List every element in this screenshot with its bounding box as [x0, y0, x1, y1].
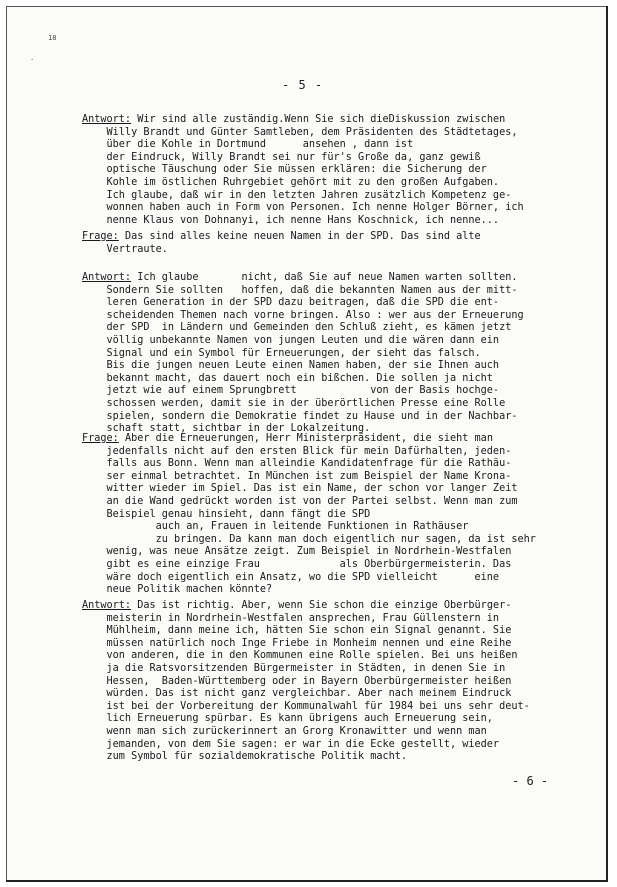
text-line	[82, 446, 552, 459]
line-text: würden. Das ist nicht ganz vergleichbar. Aber nach meinem Eindruck	[82, 688, 512, 700]
text-line	[82, 483, 552, 496]
text-line	[82, 726, 552, 739]
text-line	[82, 202, 552, 215]
line-text: optische Täuschung oder Sie müssen erklären: die Sicherung der	[82, 164, 487, 176]
line-text: Mühlheim, dann meine ich, hätten Sie schon ein Signal genannt. Sie	[82, 625, 512, 637]
text-line	[82, 688, 552, 701]
question-block	[82, 231, 552, 256]
line-text: der Eindruck, Willy Brandt sei nur für's Große da, ganz gewiß	[82, 151, 481, 163]
text-line	[82, 663, 552, 676]
line-text: völlig unbekannte Namen von jungen Leuten und die wären dann ein	[82, 334, 500, 346]
answer-block	[82, 114, 552, 227]
text-line	[82, 676, 552, 689]
line-text: wonnen haben auch in Form von Personen. Ich nenne Holger Börner, ich	[82, 202, 524, 214]
speaker-label: Antwort:	[82, 272, 132, 283]
line-text: jemanden, von dem Sie sagen: er war in die Ecke gestellt, wieder	[82, 738, 500, 750]
answer-block	[82, 600, 552, 764]
text-line	[82, 114, 552, 127]
line-text: schaft statt, sichtbar in der Lokalzeitung.	[82, 423, 371, 435]
line-text: Vertraute.	[82, 243, 168, 255]
speaker-label: Antwort:	[82, 114, 132, 125]
text-line	[82, 285, 552, 298]
text-line	[82, 433, 552, 446]
text-line	[82, 272, 552, 285]
text-line	[82, 373, 552, 386]
line-text: wenn man sich zurückerinnert an Grorg Kronawitter und wenn man	[82, 725, 487, 737]
scan-speck: ·	[30, 56, 35, 64]
line-text: Hessen, Baden-Württemberg oder in Bayern Oberbürgermeister heißen	[82, 675, 512, 687]
line-text: ser einmal betrachtet. In München ist zum Beispiel der Name Krona-	[82, 470, 512, 482]
text-line	[82, 190, 552, 203]
text-line	[82, 411, 552, 424]
text-line	[82, 231, 552, 244]
text-line	[82, 650, 552, 663]
line-text: wenig, was neue Ansätze zeigt. Zum Beispiel in Nordrhein-Westfalen	[82, 546, 512, 558]
line-text: witter wieder im Spiel. Das ist ein Name, der schon vor langer Zeit	[82, 483, 518, 495]
text-line	[82, 471, 552, 484]
text-line	[82, 360, 552, 373]
line-text: jetzt wie auf einem Sprungbrett von der Basis hochge-	[82, 385, 500, 397]
line-text: spielen, sondern die Demokratie findet zu Hause und in der Nachbar-	[82, 410, 518, 422]
line-text: ja die Ratsvorsitzenden Bürgermeister in Städten, in denen Sie in	[82, 662, 506, 674]
line-text: über die Kohle in Dortmund ansehen , dann ist	[82, 139, 414, 151]
text-line	[82, 164, 552, 177]
line-text: falls aus Bonn. Wenn man alleindie Kandidatenfrage für die Rathäu-	[82, 458, 512, 470]
document-page	[6, 6, 608, 882]
line-text: nenne Klaus von Dohnanyi, ich nenne Hans Koschnick, ich nenne...	[82, 214, 500, 226]
text-line	[82, 335, 552, 348]
line-text: Aber die Erneuerungen, Herr Ministerpräsident, die sieht man	[118, 433, 493, 444]
line-text: zu bringen. Da kann man doch eigentlich nur sagen, da ist sehr	[82, 533, 536, 545]
line-text: Sondern Sie sollten hoffen, daß die bekannten Namen aus der mitt-	[82, 284, 518, 296]
text-line	[82, 509, 552, 522]
corner-mark: 18	[48, 34, 57, 42]
line-text: lich Erneuerung spürbar. Es kann übrigens auch Erneuerung sein,	[82, 713, 493, 725]
next-page-marker: - 6 -	[512, 774, 549, 788]
text-line	[82, 310, 552, 323]
line-text: Signal und ein Symbol für Erneuerungen, der sieht das falsch.	[82, 347, 481, 359]
line-text: von anderen, die in den Kommunen eine Rolle spielen. Bei uns heißen	[82, 650, 518, 662]
line-text: Ich glaube nicht, daß Sie auf neue Namen warten sollten.	[131, 272, 518, 283]
text-line	[82, 127, 552, 140]
text-line	[82, 152, 552, 165]
text-line	[82, 521, 552, 534]
text-line	[82, 398, 552, 411]
text-line	[82, 713, 552, 726]
page-number: - 5 -	[282, 78, 324, 92]
text-line	[82, 139, 552, 152]
text-line	[82, 625, 552, 638]
text-line	[82, 546, 552, 559]
text-line	[82, 751, 552, 764]
line-text: an die Wand gedrückt worden ist von der Partei selbst. Wenn man zum	[82, 495, 518, 507]
text-line	[82, 458, 552, 471]
text-line	[82, 244, 552, 257]
text-line	[82, 215, 552, 228]
text-line	[82, 701, 552, 714]
line-text: leren Generation in der SPD dazu beitragen, daß die SPD die ent-	[82, 297, 500, 309]
speaker-label: Frage:	[82, 433, 119, 444]
text-line	[82, 385, 552, 398]
line-text: Das sind alles keine neuen Namen in der SPD. Das sind alte	[118, 231, 481, 242]
line-text: jedenfalls nicht auf den ersten Blick für mein Dafürhalten, jeden-	[82, 445, 512, 457]
line-text: ist bei der Vorbereitung der Kommunalwahl für 1984 bei uns sehr deut-	[82, 700, 530, 712]
line-text: der SPD in Ländern und Gemeinden den Schluß zieht, es kämen jetzt	[82, 322, 512, 334]
text-line	[82, 177, 552, 190]
text-line	[82, 559, 552, 572]
text-line	[82, 496, 552, 509]
line-text: wäre doch eigentlich ein Ansatz, wo die SPD vielleicht eine	[82, 571, 500, 583]
line-text: Beispiel genau hinsieht, dann fängt die SPD	[82, 508, 371, 520]
line-text: Willy Brandt und Günter Samtleben, dem Präsidenten des Städtetages,	[82, 126, 518, 138]
speaker-label: Frage:	[82, 231, 119, 242]
line-text: Wir sind alle zuständig.Wenn Sie sich dieDiskussion zwischen	[131, 114, 506, 125]
line-text: Das ist richtig. Aber, wenn Sie schon die einzige Oberbürger-	[131, 600, 512, 611]
line-text: Ich glaube, daß wir in den letzten Jahren zusätzlich Kompetenz ge-	[82, 189, 512, 201]
line-text: scheidenden Themen nach vorne bringen. Also : wer aus der Erneuerung	[82, 309, 524, 321]
text-line	[82, 739, 552, 752]
text-line	[82, 297, 552, 310]
answer-block	[82, 272, 552, 436]
line-text: müssen natürlich noch Inge Friebe in Monheim nennen und eine Reihe	[82, 637, 512, 649]
text-line	[82, 348, 552, 361]
speaker-label: Antwort:	[82, 600, 132, 611]
line-text: zum Symbol für sozialdemokratische Politik macht.	[82, 751, 408, 763]
text-line	[82, 322, 552, 335]
text-line	[82, 534, 552, 547]
line-text: Bis die jungen neuen Leute einen Namen haben, der sie Ihnen auch	[82, 360, 500, 372]
line-text: gibt es eine einzige Frau als Oberbürgermeisterin. Das	[82, 558, 512, 570]
question-block	[82, 433, 552, 597]
line-text: meisterin in Nordrhein-Westfalen ansprechen, Frau Güllenstern in	[82, 612, 500, 624]
text-line	[82, 613, 552, 626]
text-line	[82, 638, 552, 651]
text-line	[82, 600, 552, 613]
line-text: schossen werden, damit sie in der überörtlichen Presse eine Rolle	[82, 397, 506, 409]
line-text: neue Politik machen könnte?	[82, 584, 273, 596]
line-text: auch an, Frauen in leitende Funktionen in Rathäuser	[82, 521, 469, 533]
text-line	[82, 584, 552, 597]
line-text: bekannt macht, das dauert noch ein bißchen. Die sollen ja nicht	[82, 372, 493, 384]
text-line	[82, 572, 552, 585]
line-text: Kohle im östlichen Ruhrgebiet gehört mit zu den großen Aufgaben.	[82, 176, 500, 188]
